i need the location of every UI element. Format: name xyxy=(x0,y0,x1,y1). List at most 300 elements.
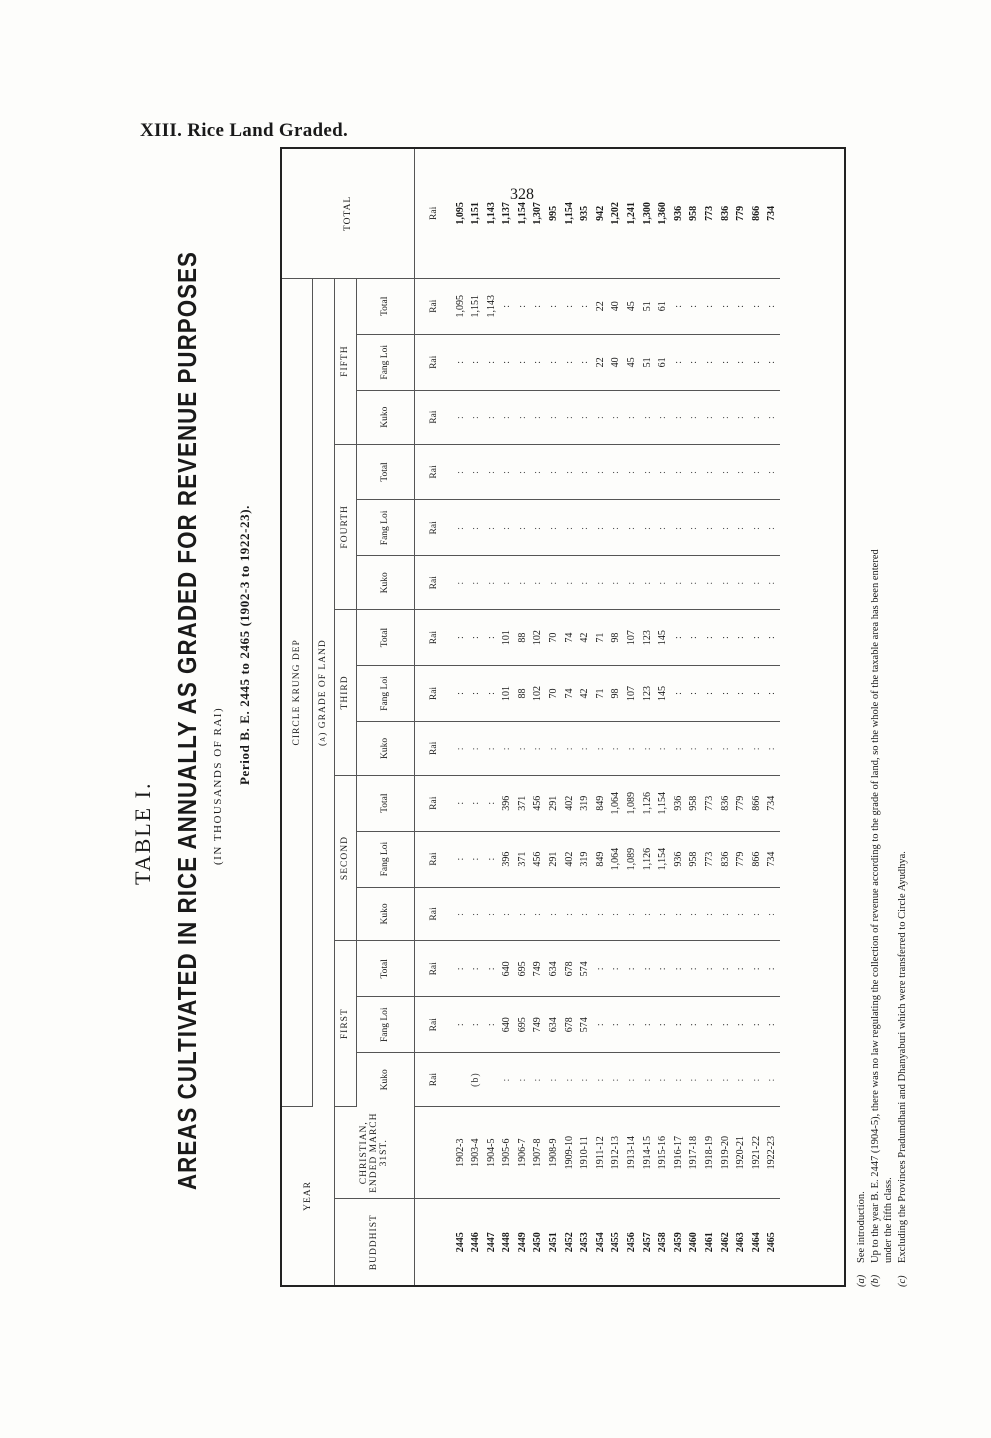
christian-year-cell: 1906-7 xyxy=(515,1106,531,1199)
fifth-kuko-cell: : xyxy=(608,390,624,444)
fourth-total-cell: : xyxy=(624,444,640,500)
total-sub-header: Total xyxy=(356,278,414,334)
buddhist-year-cell: 2456 xyxy=(626,1232,638,1253)
fourth-kuko-cell: : xyxy=(577,556,593,610)
second-total-cell: 456 xyxy=(530,775,546,831)
footnote-text: Excluding the Provinces Pradumdhani and Dhanyaburi which were transferred to Circle Ayudhya. xyxy=(896,851,908,1263)
buddhist-year-cell: 2455 xyxy=(610,1232,622,1253)
fang-loi-header: Fang Loi xyxy=(356,997,414,1053)
first-fang-loi-cell: : xyxy=(702,997,718,1053)
third-kuko-cell: : xyxy=(577,721,593,775)
fifth-fang-loi-cell: 40 xyxy=(608,334,624,390)
first-fang-loi-cell: : xyxy=(671,997,687,1053)
fifth-kuko-cell: : xyxy=(655,390,671,444)
grand-total-cell: 1,154 xyxy=(562,149,578,278)
christian-year-cell: 1917-18 xyxy=(686,1106,702,1199)
second-kuko-cell: : xyxy=(764,887,780,941)
total-sub-header: Total xyxy=(356,610,414,666)
grand-total-cell: 995 xyxy=(546,149,562,278)
second-kuko-cell: : xyxy=(515,887,531,941)
buddhist-year-cell: 2454 xyxy=(594,1232,606,1253)
buddhist-year-cell: 2447 xyxy=(485,1232,497,1253)
first-total-cell: : xyxy=(593,941,609,997)
second-fang-loi-cell: 1,089 xyxy=(624,831,640,887)
first-total-cell: : xyxy=(749,941,765,997)
table-body xyxy=(453,149,780,1285)
fourth-kuko-cell: : xyxy=(499,556,515,610)
footnote-b-continued: under the fifth class. xyxy=(883,1177,894,1263)
fourth-total-cell: : xyxy=(749,444,765,500)
second-fang-loi-cell: 866 xyxy=(749,831,765,887)
fifth-total-cell: : xyxy=(686,278,702,334)
table-row xyxy=(577,149,593,1285)
total-sub-header: Total xyxy=(356,775,414,831)
fifth-fang-loi-cell: 22 xyxy=(593,334,609,390)
grand-total-cell: 958 xyxy=(686,149,702,278)
third-kuko-cell: : xyxy=(733,721,749,775)
third-fang-loi-cell: 71 xyxy=(593,666,609,722)
fourth-total-cell: : xyxy=(671,444,687,500)
fourth-fang-loi-cell: : xyxy=(468,500,484,556)
fourth-fang-loi-cell: : xyxy=(764,500,780,556)
table-row xyxy=(624,149,640,1285)
first-fang-loi-cell: : xyxy=(608,997,624,1053)
fifth-total-cell: 45 xyxy=(624,278,640,334)
third-total-cell: : xyxy=(764,610,780,666)
third-fang-loi-cell: 107 xyxy=(624,666,640,722)
second-total-cell: 1,154 xyxy=(655,775,671,831)
second-total-cell: : xyxy=(484,775,500,831)
second-kuko-cell: : xyxy=(453,887,469,941)
first-fang-loi-cell: : xyxy=(733,997,749,1053)
fourth-kuko-cell: : xyxy=(484,556,500,610)
christian-year-cell: 1919-20 xyxy=(718,1106,734,1199)
fifth-total-cell: : xyxy=(764,278,780,334)
third-fang-loi-cell: : xyxy=(686,666,702,722)
third-kuko-cell: : xyxy=(640,721,656,775)
footnote-c xyxy=(896,87,910,1287)
second-kuko-cell: : xyxy=(655,887,671,941)
second-total-cell: 734 xyxy=(764,775,780,831)
christian-year-cell: 1916-17 xyxy=(671,1106,687,1199)
fourth-fang-loi-cell: : xyxy=(577,500,593,556)
first-kuko-cell: : xyxy=(718,1053,734,1107)
footnote-a xyxy=(855,87,869,1287)
fourth-fang-loi-cell: : xyxy=(499,500,515,556)
first-fang-loi-cell: 574 xyxy=(577,997,593,1053)
unit-row xyxy=(414,149,453,1285)
first-kuko-cell: : xyxy=(624,1053,640,1107)
second-grade-header: SECOND xyxy=(334,775,356,941)
fourth-fang-loi-cell: : xyxy=(624,500,640,556)
third-total-cell: 70 xyxy=(546,610,562,666)
grand-total-cell: 1,137 xyxy=(499,149,515,278)
first-kuko-cell: : xyxy=(562,1053,578,1107)
third-kuko-cell: : xyxy=(453,721,469,775)
fifth-total-cell: 1,151 xyxy=(468,278,484,334)
first-total-cell: : xyxy=(468,941,484,997)
buddhist-year-cell: 2457 xyxy=(641,1232,653,1253)
first-fang-loi-cell: 695 xyxy=(515,997,531,1053)
first-kuko-cell: : xyxy=(671,1053,687,1107)
christian-year-cell: 1913-14 xyxy=(624,1106,640,1199)
unit-note: (IN THOUSANDS OF RAI) xyxy=(212,706,224,865)
fifth-kuko-cell: : xyxy=(624,390,640,444)
fifth-total-cell: : xyxy=(499,278,515,334)
fifth-total-cell: 1,095 xyxy=(453,278,469,334)
unit-label: Rai xyxy=(414,390,453,444)
second-kuko-cell: : xyxy=(624,887,640,941)
fifth-kuko-cell: : xyxy=(468,390,484,444)
first-total-cell: : xyxy=(733,941,749,997)
grand-total-cell: 1,143 xyxy=(484,149,500,278)
fourth-fang-loi-cell: : xyxy=(562,500,578,556)
second-fang-loi-cell: 371 xyxy=(515,831,531,887)
christian-year-cell: 1908-9 xyxy=(546,1106,562,1199)
first-kuko-cell: : xyxy=(655,1053,671,1107)
third-total-cell: : xyxy=(671,610,687,666)
table-row xyxy=(468,149,484,1285)
fifth-total-cell: 51 xyxy=(640,278,656,334)
grand-total-cell: 1,095 xyxy=(453,149,469,278)
fifth-kuko-cell: : xyxy=(453,390,469,444)
second-kuko-cell: : xyxy=(640,887,656,941)
second-fang-loi-cell: 958 xyxy=(686,831,702,887)
christian-year-cell: 1922-23 xyxy=(764,1106,780,1199)
grand-total-cell: 1,241 xyxy=(624,149,640,278)
fifth-kuko-cell: : xyxy=(764,390,780,444)
third-total-cell: 102 xyxy=(530,610,546,666)
second-total-cell: 1,126 xyxy=(640,775,656,831)
first-kuko-cell: : xyxy=(577,1053,593,1107)
table-row xyxy=(640,149,656,1285)
third-fang-loi-cell: : xyxy=(764,666,780,722)
buddhist-year-cell: 2446 xyxy=(470,1232,482,1253)
first-fang-loi-cell: : xyxy=(718,997,734,1053)
fifth-fang-loi-cell: : xyxy=(546,334,562,390)
fifth-total-cell: : xyxy=(546,278,562,334)
third-fang-loi-cell: 102 xyxy=(530,666,546,722)
fifth-fang-loi-cell: : xyxy=(577,334,593,390)
table-row xyxy=(546,149,562,1285)
third-total-cell: : xyxy=(718,610,734,666)
fourth-kuko-cell: : xyxy=(718,556,734,610)
third-total-cell: 42 xyxy=(577,610,593,666)
christian-year-cell: 1920-21 xyxy=(733,1106,749,1199)
rotated-table-page xyxy=(120,25,908,1305)
third-kuko-cell: : xyxy=(749,721,765,775)
third-fang-loi-cell: 123 xyxy=(640,666,656,722)
first-fang-loi-cell: : xyxy=(624,997,640,1053)
footnote-mark: (c) xyxy=(896,1275,908,1287)
third-total-cell: : xyxy=(702,610,718,666)
first-total-cell: 634 xyxy=(546,941,562,997)
first-total-cell: : xyxy=(624,941,640,997)
third-fang-loi-cell: 70 xyxy=(546,666,562,722)
fifth-fang-loi-cell: : xyxy=(484,334,500,390)
third-kuko-cell: : xyxy=(546,721,562,775)
grand-total-cell: 734 xyxy=(764,149,780,278)
buddhist-year-cell: 2462 xyxy=(719,1232,731,1253)
third-kuko-cell: : xyxy=(702,721,718,775)
third-fang-loi-cell: 145 xyxy=(655,666,671,722)
third-fang-loi-cell: : xyxy=(671,666,687,722)
second-kuko-cell: : xyxy=(749,887,765,941)
third-fang-loi-cell: : xyxy=(702,666,718,722)
circle-header: CIRCLE KRUNG DEP xyxy=(282,278,312,1106)
first-total-cell: : xyxy=(764,941,780,997)
second-kuko-cell: : xyxy=(608,887,624,941)
third-fang-loi-cell: : xyxy=(453,666,469,722)
unit-label: Rai xyxy=(414,500,453,556)
fourth-total-cell: : xyxy=(562,444,578,500)
unit-label: Rai xyxy=(414,610,453,666)
unit-label: Rai xyxy=(414,444,453,500)
unit-label: Rai xyxy=(414,666,453,722)
fifth-kuko-cell: : xyxy=(515,390,531,444)
unit-label: Rai xyxy=(414,149,453,278)
first-kuko-cell: : xyxy=(733,1053,749,1107)
fifth-fang-loi-cell: : xyxy=(453,334,469,390)
fourth-total-cell: : xyxy=(764,444,780,500)
fang-loi-header: Fang Loi xyxy=(356,500,414,556)
second-fang-loi-cell: 1,064 xyxy=(608,831,624,887)
first-fang-loi-cell: 640 xyxy=(499,997,515,1053)
fang-loi-header: Fang Loi xyxy=(356,831,414,887)
fourth-kuko-cell: : xyxy=(702,556,718,610)
first-fang-loi-cell: 634 xyxy=(546,997,562,1053)
second-total-cell: 291 xyxy=(546,775,562,831)
buddhist-year-cell: 2453 xyxy=(579,1232,591,1253)
second-total-cell: 402 xyxy=(562,775,578,831)
second-kuko-cell: : xyxy=(718,887,734,941)
fifth-total-cell: : xyxy=(718,278,734,334)
fourth-fang-loi-cell: : xyxy=(655,500,671,556)
fifth-kuko-cell: : xyxy=(530,390,546,444)
first-kuko-cell: : xyxy=(702,1053,718,1107)
grand-total-cell: 935 xyxy=(577,149,593,278)
christian-year-cell: 1915-16 xyxy=(655,1106,671,1199)
third-total-cell: 98 xyxy=(608,610,624,666)
first-kuko-cell: : xyxy=(546,1053,562,1107)
fourth-kuko-cell: : xyxy=(562,556,578,610)
fifth-fang-loi-cell: : xyxy=(733,334,749,390)
kuko-header: Kuko xyxy=(356,390,414,444)
grand-total-cell: 1,360 xyxy=(655,149,671,278)
fifth-fang-loi-cell: : xyxy=(499,334,515,390)
fourth-fang-loi-cell: : xyxy=(702,500,718,556)
third-kuko-cell: : xyxy=(624,721,640,775)
first-kuko-cell: : xyxy=(515,1053,531,1107)
fourth-total-cell: : xyxy=(593,444,609,500)
total-header: TOTAL xyxy=(282,149,414,278)
fourth-kuko-cell: : xyxy=(453,556,469,610)
christian-year-cell: 1904-5 xyxy=(484,1106,500,1199)
fifth-fang-loi-cell: : xyxy=(562,334,578,390)
second-total-cell: 319 xyxy=(577,775,593,831)
fourth-fang-loi-cell: : xyxy=(718,500,734,556)
first-total-cell: 749 xyxy=(530,941,546,997)
second-fang-loi-cell: : xyxy=(453,831,469,887)
fourth-kuko-cell: : xyxy=(530,556,546,610)
third-total-cell: : xyxy=(453,610,469,666)
buddhist-year-cell: 2463 xyxy=(735,1232,747,1253)
first-total-cell: : xyxy=(702,941,718,997)
first-total-cell: : xyxy=(640,941,656,997)
fifth-fang-loi-cell: : xyxy=(468,334,484,390)
third-fang-loi-cell: 42 xyxy=(577,666,593,722)
second-kuko-cell: : xyxy=(577,887,593,941)
third-fang-loi-cell: : xyxy=(733,666,749,722)
fifth-total-cell: : xyxy=(515,278,531,334)
fourth-kuko-cell: : xyxy=(749,556,765,610)
fourth-total-cell: : xyxy=(546,444,562,500)
fourth-total-cell: : xyxy=(686,444,702,500)
fifth-total-cell: : xyxy=(733,278,749,334)
third-total-cell: 145 xyxy=(655,610,671,666)
second-fang-loi-cell: 1,126 xyxy=(640,831,656,887)
fourth-fang-loi-cell: : xyxy=(530,500,546,556)
third-kuko-cell: : xyxy=(468,721,484,775)
third-kuko-cell: : xyxy=(608,721,624,775)
fourth-total-cell: : xyxy=(655,444,671,500)
buddhist-year-cell: 2451 xyxy=(548,1232,560,1253)
third-kuko-cell: : xyxy=(530,721,546,775)
third-grade-header: THIRD xyxy=(334,610,356,776)
buddhist-year-cell: 2452 xyxy=(563,1232,575,1253)
fifth-kuko-cell: : xyxy=(749,390,765,444)
first-kuko-cell xyxy=(453,1053,469,1107)
fourth-total-cell: : xyxy=(608,444,624,500)
christian-year-cell: 1903-4 xyxy=(468,1106,484,1199)
second-total-cell: 936 xyxy=(671,775,687,831)
first-fang-loi-cell: 678 xyxy=(562,997,578,1053)
unit-label: Rai xyxy=(414,1053,453,1107)
christian-year-cell: 1902-3 xyxy=(453,1106,469,1199)
third-total-cell: : xyxy=(733,610,749,666)
fifth-kuko-cell: : xyxy=(577,390,593,444)
second-fang-loi-cell: 319 xyxy=(577,831,593,887)
fifth-grade-header: FIFTH xyxy=(334,278,356,444)
fourth-grade-header: FOURTH xyxy=(334,444,356,610)
first-fang-loi-cell: 749 xyxy=(530,997,546,1053)
third-total-cell: 123 xyxy=(640,610,656,666)
page-number: 328 xyxy=(510,186,534,203)
fang-loi-header: Fang Loi xyxy=(356,666,414,722)
table-row xyxy=(733,149,749,1285)
table-row xyxy=(702,149,718,1285)
total-sub-header: Total xyxy=(356,941,414,997)
unit-label: Rai xyxy=(414,887,453,941)
grand-total-cell: 779 xyxy=(733,149,749,278)
fourth-kuko-cell: : xyxy=(655,556,671,610)
first-total-cell: 640 xyxy=(499,941,515,997)
second-total-cell: 958 xyxy=(686,775,702,831)
fourth-total-cell: : xyxy=(499,444,515,500)
footnote-mark: (a) xyxy=(856,1274,867,1287)
second-total-cell: 779 xyxy=(733,775,749,831)
first-fang-loi-cell: : xyxy=(453,997,469,1053)
first-grade-header: FIRST xyxy=(334,941,356,1107)
fifth-kuko-cell: : xyxy=(593,390,609,444)
third-kuko-cell: : xyxy=(718,721,734,775)
second-total-cell: 849 xyxy=(593,775,609,831)
buddhist-year-cell: 2464 xyxy=(750,1232,762,1253)
christian-year-cell: 1911-12 xyxy=(593,1106,609,1199)
first-kuko-cell xyxy=(484,1053,500,1107)
third-total-cell: : xyxy=(468,610,484,666)
third-kuko-cell: : xyxy=(686,721,702,775)
fourth-total-cell: : xyxy=(468,444,484,500)
second-fang-loi-cell: 773 xyxy=(702,831,718,887)
fourth-fang-loi-cell: : xyxy=(593,500,609,556)
grand-total-cell: 773 xyxy=(702,149,718,278)
fifth-kuko-cell: : xyxy=(718,390,734,444)
grand-total-cell: 866 xyxy=(749,149,765,278)
second-total-cell: 866 xyxy=(749,775,765,831)
first-total-cell: : xyxy=(671,941,687,997)
first-kuko-cell: : xyxy=(640,1053,656,1107)
third-fang-loi-cell: 101 xyxy=(499,666,515,722)
fourth-fang-loi-cell: : xyxy=(749,500,765,556)
second-total-cell: : xyxy=(453,775,469,831)
third-total-cell: : xyxy=(686,610,702,666)
first-fang-loi-cell: : xyxy=(484,997,500,1053)
buddhist-year-cell: 2459 xyxy=(672,1232,684,1253)
fifth-kuko-cell: : xyxy=(640,390,656,444)
fourth-kuko-cell: : xyxy=(733,556,749,610)
first-total-cell: : xyxy=(686,941,702,997)
first-fang-loi-cell: : xyxy=(593,997,609,1053)
first-kuko-cell: : xyxy=(499,1053,515,1107)
second-total-cell: 396 xyxy=(499,775,515,831)
fourth-total-cell: : xyxy=(484,444,500,500)
second-fang-loi-cell: 402 xyxy=(562,831,578,887)
grand-total-cell: 936 xyxy=(671,149,687,278)
table-row xyxy=(562,149,578,1285)
period-note: Period B. E. 2445 to 2465 (1902-3 to 1922-23). xyxy=(237,505,252,785)
fifth-fang-loi-cell: : xyxy=(671,334,687,390)
fourth-kuko-cell: : xyxy=(671,556,687,610)
table-row xyxy=(484,149,500,1285)
fifth-fang-loi-cell: : xyxy=(749,334,765,390)
fifth-kuko-cell: : xyxy=(702,390,718,444)
fifth-fang-loi-cell: : xyxy=(702,334,718,390)
first-kuko-cell: : xyxy=(593,1053,609,1107)
unit-label: Rai xyxy=(414,334,453,390)
fourth-total-cell: : xyxy=(515,444,531,500)
third-total-cell: 74 xyxy=(562,610,578,666)
grand-total-cell: 1,154 xyxy=(515,149,531,278)
third-kuko-cell: : xyxy=(593,721,609,775)
fifth-fang-loi-cell: : xyxy=(686,334,702,390)
unit-label: Rai xyxy=(414,556,453,610)
christian-year-cell: 1907-8 xyxy=(530,1106,546,1199)
first-total-cell: : xyxy=(484,941,500,997)
buddhist-header: BUDDHIST xyxy=(334,1199,414,1285)
first-kuko-cell: : xyxy=(530,1053,546,1107)
second-total-cell: : xyxy=(468,775,484,831)
second-kuko-cell: : xyxy=(686,887,702,941)
buddhist-year-cell: 2450 xyxy=(532,1232,544,1253)
third-kuko-cell: : xyxy=(671,721,687,775)
fourth-fang-loi-cell: : xyxy=(484,500,500,556)
fifth-total-cell: 40 xyxy=(608,278,624,334)
fourth-fang-loi-cell: : xyxy=(515,500,531,556)
fifth-kuko-cell: : xyxy=(499,390,515,444)
unit-label: Rai xyxy=(414,721,453,775)
second-kuko-cell: : xyxy=(593,887,609,941)
